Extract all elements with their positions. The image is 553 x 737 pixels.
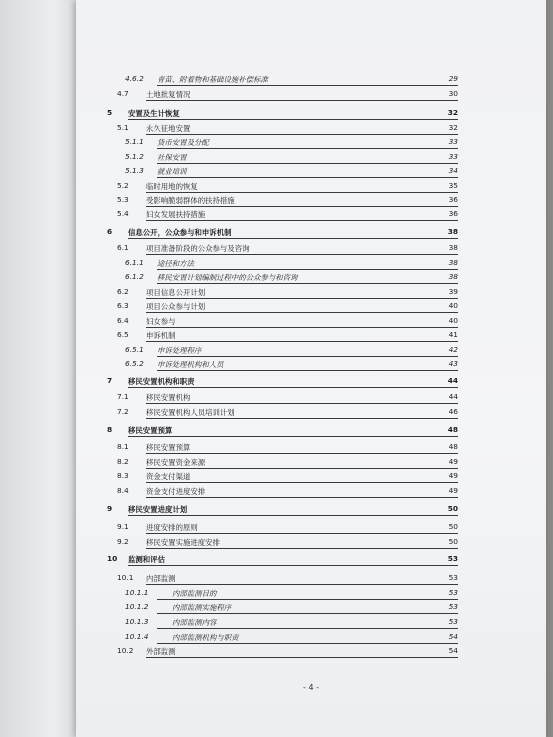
toc-entry-title: 项目准备阶段的公众参与及咨询 [146, 244, 250, 253]
toc-entry-number: 7.2 [117, 407, 129, 416]
toc-leader-line [128, 238, 458, 239]
toc-entry-title: 资金支付进度安排 [146, 487, 206, 496]
toc-entry-page: 43 [448, 359, 458, 368]
toc-entry-title: 项目信息公开计划 [146, 288, 206, 297]
toc-leader-line [146, 533, 458, 534]
toc-leader-line [146, 418, 458, 419]
toc-entry-number: 5.1.2 [125, 152, 144, 161]
toc-entry[interactable] [76, 135, 546, 149]
toc-entry-title: 移民安置进度计划 [128, 505, 188, 514]
toc-entry-title: 安置及生计恢复 [128, 109, 180, 118]
toc-entry-title: 社保安置 [157, 153, 187, 162]
toc-entry-number: 10.1 [117, 573, 134, 582]
toc-entry[interactable] [76, 207, 546, 221]
toc-entry-number: 7.1 [117, 392, 129, 401]
toc-entry-title: 申诉处理机构和人员 [157, 360, 224, 369]
toc-entry-page: 36 [448, 195, 458, 204]
toc-entry-title: 移民安置机构人员培训计划 [146, 408, 235, 417]
toc-entry-page: 41 [448, 330, 458, 339]
toc-entry-title: 申诉机制 [146, 331, 176, 340]
toc-entry-number: 10.2 [117, 646, 134, 655]
toc-entry-number: 9.2 [117, 537, 129, 546]
toc-entry-page: 39 [448, 287, 458, 296]
toc-entry-number: 6.4 [117, 316, 129, 325]
toc-entry[interactable] [76, 357, 546, 371]
toc-entry-title: 监测和评估 [128, 555, 165, 564]
toc-entry[interactable] [76, 469, 546, 483]
toc-entry-title: 内部监测内容 [172, 618, 217, 627]
toc-entry-page: 34 [448, 166, 458, 175]
toc-leader-line [157, 283, 458, 284]
toc-entry-page: 38 [448, 258, 458, 267]
toc-entry[interactable] [76, 440, 546, 454]
toc-leader-line [128, 515, 458, 516]
toc-entry-page: 46 [448, 407, 458, 416]
toc-leader-line [157, 613, 458, 614]
toc-entry-page: 48 [447, 425, 458, 434]
toc-entry-number: 8.4 [117, 486, 129, 495]
toc-entry[interactable] [76, 484, 546, 498]
toc-entry-page: 53 [448, 602, 458, 611]
toc-entry-page: 42 [448, 345, 458, 354]
toc-entry-title: 移民安置计划编制过程中的公众参与和咨询 [157, 273, 298, 282]
toc-entry-page: 30 [448, 89, 458, 98]
toc-leader-line [157, 370, 458, 371]
toc-entry-number: 5.3 [117, 195, 129, 204]
toc-leader-line [157, 177, 458, 178]
toc-entry-page: 44 [447, 376, 458, 385]
toc-entry-title: 移民安置预算 [128, 426, 173, 435]
toc-entry-number: 6.1.1 [125, 258, 144, 267]
toc-leader-line [146, 341, 458, 342]
toc-entry-title: 永久征地安置 [146, 124, 191, 133]
toc-entry[interactable] [76, 552, 546, 566]
toc-entry-title: 移民安置实施进度安排 [146, 538, 220, 547]
toc-entry[interactable] [76, 106, 546, 120]
toc-entry-number: 10.1.2 [125, 602, 149, 611]
toc-entry-page: 50 [448, 522, 458, 531]
toc-entry-number: 10.1.3 [125, 617, 149, 626]
toc-entry-number: 6.3 [117, 301, 129, 310]
toc-entry-number: 10.1.4 [125, 632, 149, 641]
toc-entry-page: 32 [448, 123, 458, 132]
toc-entry-page: 38 [447, 227, 458, 236]
toc-leader-line [128, 119, 458, 120]
document-page [76, 0, 546, 737]
toc-entry-number: 5.1 [117, 123, 129, 132]
toc-entry-title: 内部监测目的 [172, 589, 217, 598]
toc-entry-title: 受影响脆弱群体的扶持措施 [146, 196, 235, 205]
toc-entry[interactable] [76, 571, 546, 585]
toc-leader-line [146, 584, 458, 585]
toc-entry-page: 44 [448, 392, 458, 401]
toc-entry-page: 35 [448, 181, 458, 190]
toc-entry-number: 5.1.1 [125, 137, 144, 146]
toc-entry-number: 4.7 [117, 89, 129, 98]
toc-entry-number: 6.5.1 [125, 345, 144, 354]
toc-entry-title: 移民安置预算 [146, 443, 191, 452]
toc-entry[interactable] [76, 586, 546, 600]
toc-entry[interactable] [76, 241, 546, 255]
toc-entry-number: 5.1.3 [125, 166, 144, 175]
toc-entry-title: 信息公开，公众参与和申诉机制 [128, 228, 232, 237]
toc-entry-page: 54 [448, 646, 458, 655]
toc-entry[interactable] [76, 423, 546, 437]
toc-entry-page: 50 [448, 537, 458, 546]
toc-entry-title: 外部监测 [146, 647, 176, 656]
toc-leader-line [128, 565, 458, 566]
toc-entry-title: 资金支付渠道 [146, 472, 191, 481]
toc-entry[interactable] [76, 299, 546, 313]
toc-entry-number: 8.2 [117, 457, 129, 466]
toc-entry[interactable] [76, 615, 546, 629]
toc-leader-line [157, 148, 458, 149]
toc-entry[interactable] [76, 193, 546, 207]
toc-entry[interactable] [76, 314, 546, 328]
toc-entry-number: 8.1 [117, 442, 129, 451]
toc-entry-number: 4.6.2 [125, 74, 144, 83]
toc-entry-title: 途径和方法 [157, 259, 194, 268]
toc-entry[interactable] [76, 535, 546, 549]
toc-leader-line [146, 254, 458, 255]
toc-entry[interactable] [76, 390, 546, 404]
toc-entry[interactable] [76, 520, 546, 534]
toc-entry-number: 6.5.2 [125, 359, 144, 368]
toc-leader-line [157, 628, 458, 629]
toc-entry[interactable] [76, 256, 546, 270]
toc-entry-title: 青苗、附着物和基础设施补偿标准 [157, 75, 268, 84]
toc-entry-page: 49 [448, 486, 458, 495]
toc-entry-page: 53 [447, 554, 458, 563]
toc-entry-title: 妇女发展扶持措施 [146, 210, 206, 219]
toc-entry-page: 53 [448, 617, 458, 626]
toc-entry-page: 54 [448, 632, 458, 641]
toc-entry-page: 38 [448, 243, 458, 252]
toc-entry[interactable] [76, 87, 546, 101]
toc-entry[interactable] [76, 285, 546, 299]
page-number-footer: - 4 - [303, 683, 319, 692]
toc-entry-number: 10 [107, 554, 118, 563]
toc-entry-title: 移民安置机构和职责 [128, 377, 195, 386]
toc-entry-page: 49 [448, 471, 458, 480]
toc-entry-number: 9.1 [117, 522, 129, 531]
table-of-contents [76, 0, 546, 737]
toc-entry-number: 6.1 [117, 243, 129, 252]
toc-entry-title: 货币安置及分配 [157, 138, 209, 147]
toc-entry-page: 40 [448, 301, 458, 310]
toc-entry-number: 6.2 [117, 287, 129, 296]
toc-entry-title: 内部监测 [146, 574, 176, 583]
toc-entry-title: 妇女参与 [146, 317, 176, 326]
toc-entry[interactable] [76, 72, 546, 86]
toc-entry-title: 土地批复情况 [146, 90, 191, 99]
toc-entry-page: 29 [448, 74, 458, 83]
toc-entry-page: 33 [448, 152, 458, 161]
toc-leader-line [146, 453, 458, 454]
toc-entry-page: 32 [447, 108, 458, 117]
toc-entry-title: 内部监测机构与职责 [172, 633, 239, 642]
toc-entry-number: 9 [107, 504, 113, 513]
toc-entry-number: 8.3 [117, 471, 129, 480]
toc-entry[interactable] [76, 644, 546, 658]
toc-entry[interactable] [76, 374, 546, 388]
toc-entry-number: 5.2 [117, 181, 129, 190]
toc-entry[interactable] [76, 502, 546, 516]
toc-entry-title: 内部监测实施程序 [172, 603, 232, 612]
toc-entry-page: 33 [448, 137, 458, 146]
toc-entry-title: 临时用地的恢复 [146, 182, 198, 191]
toc-entry-number: 5 [107, 108, 113, 117]
toc-entry-number: 8 [107, 425, 113, 434]
toc-entry[interactable] [76, 179, 546, 193]
toc-leader-line [157, 85, 458, 86]
toc-leader-line [128, 436, 458, 437]
toc-leader-line [146, 220, 458, 221]
toc-entry-title: 就业培训 [157, 167, 187, 176]
toc-entry-page: 40 [448, 316, 458, 325]
toc-entry[interactable] [76, 630, 546, 644]
toc-entry[interactable] [76, 328, 546, 342]
toc-entry-number: 6.1.2 [125, 272, 144, 281]
toc-entry[interactable] [76, 150, 546, 164]
toc-leader-line [146, 657, 458, 658]
toc-entry-page: 49 [448, 457, 458, 466]
toc-entry-title: 移民安置机构 [146, 393, 191, 402]
toc-entry-number: 10.1.1 [125, 588, 149, 597]
toc-entry[interactable] [76, 343, 546, 357]
toc-entry-title: 进度安排的原则 [146, 523, 198, 532]
toc-entry-title: 申诉处理程序 [157, 346, 202, 355]
toc-entry-page: 50 [447, 504, 458, 513]
toc-entry[interactable] [76, 270, 546, 284]
toc-leader-line [146, 403, 458, 404]
toc-entry[interactable] [76, 455, 546, 469]
toc-entry-page: 48 [448, 442, 458, 451]
toc-entry[interactable] [76, 121, 546, 135]
toc-leader-line [128, 387, 458, 388]
toc-entry-page: 53 [448, 588, 458, 597]
toc-entry[interactable] [76, 405, 546, 419]
toc-entry-title: 项目公众参与计划 [146, 302, 206, 311]
toc-entry-number: 6 [107, 227, 113, 236]
toc-entry-title: 移民安置资金来源 [146, 458, 206, 467]
toc-leader-line [146, 497, 458, 498]
toc-leader-line [146, 100, 458, 101]
toc-entry-page: 53 [448, 573, 458, 582]
toc-leader-line [146, 548, 458, 549]
toc-leader-line [146, 312, 458, 313]
toc-entry[interactable] [76, 164, 546, 178]
toc-entry[interactable] [76, 225, 546, 239]
toc-entry-number: 5.4 [117, 209, 129, 218]
toc-entry-page: 38 [448, 272, 458, 281]
toc-entry[interactable] [76, 600, 546, 614]
toc-entry-page: 36 [448, 209, 458, 218]
toc-leader-line [146, 482, 458, 483]
toc-entry-number: 7 [107, 376, 113, 385]
toc-entry-number: 6.5 [117, 330, 129, 339]
